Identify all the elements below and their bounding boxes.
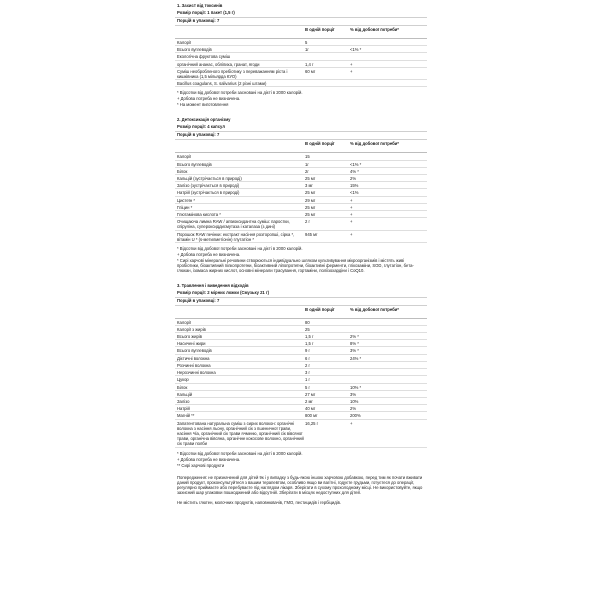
nutrient-amount: 25	[305, 326, 310, 332]
table-row	[175, 398, 427, 405]
supplement-facts-document	[175, 3, 427, 506]
table-row	[175, 340, 427, 347]
section-title: 2. Детоксикація організму	[177, 117, 231, 123]
serving-size: Розмір порції: 4 капсул	[175, 124, 427, 132]
nutrient-dv: 2%	[350, 406, 357, 412]
nutrient-amount: 25 мг	[305, 204, 316, 210]
table-row	[175, 319, 427, 326]
table-header	[175, 26, 427, 39]
nutrient-amount: 25 мг	[305, 176, 316, 182]
nutrient-amount: 1 г	[305, 377, 311, 383]
footnote: + Добова потреба не визначена.	[177, 456, 241, 462]
nutrient-dv: 10%	[350, 398, 359, 404]
col-amount: В одній порції	[305, 306, 335, 312]
serving-size: Розмір порції: 1 пакет (1,5 г)	[175, 10, 427, 18]
nutrient-name: Глютамінова кислота *	[177, 212, 221, 218]
nutrient-name: Порошок RAW печінки: екстракт насіння розторопші, сірка *, вітамін U * (s-метилметіонін) глутатіон *	[177, 231, 295, 242]
table-header	[175, 306, 427, 319]
nutrient-name: Білок	[177, 384, 188, 390]
nutrient-amount: 6 г	[305, 355, 311, 361]
section-detox	[175, 117, 427, 273]
nutrient-name: Гліцин *	[177, 204, 193, 210]
warning-text: Попередження: не призначений для дітей 9к і у випадку з будь-якою іншою харчовою добавкою, перед тим як почати вживати даний продукт, проконсультуйтеся з вашим терапевтом, особливо якщо ви вагітні, годуєте грудьми, готуєтеся до операції, регулярно приймаєте або перебуваєте під наглядом лікаря. Зберігати в сухому прохолодному місці. Не використовуйте, якщо захисний шар упаковки пошкоджений або відсутній. Зберігати в місцях недоступних для дітей.	[177, 474, 423, 496]
nutrient-amount: 2 г	[305, 362, 311, 368]
nutrient-dv: +	[350, 212, 353, 218]
nutrient-dv: +	[350, 68, 353, 74]
table-row	[175, 197, 427, 204]
servings-per-pack: Порцій в упаковці: 7	[175, 18, 427, 26]
nutrient-dv: +	[350, 231, 353, 237]
nutrient-amount: 945 мг	[305, 231, 318, 237]
table-row	[175, 189, 427, 196]
table-row	[175, 355, 427, 362]
table-row	[175, 175, 427, 182]
nutrient-name: Всього жирів	[177, 334, 202, 340]
table-row	[175, 231, 427, 243]
table-row	[175, 369, 427, 376]
table-row	[175, 347, 427, 354]
table-row	[175, 326, 427, 333]
nutrient-amount: 2 мг	[305, 398, 313, 404]
table-row	[175, 211, 427, 218]
table-row	[175, 405, 427, 412]
table-row	[175, 384, 427, 391]
nutrient-amount: 3 г	[305, 370, 311, 376]
nutrient-amount: 16,25 г	[305, 420, 319, 426]
nutrient-dv: <1% *	[350, 47, 362, 53]
nutrient-dv: 2% *	[350, 334, 359, 340]
nutrient-dv: +	[350, 61, 353, 67]
nutrient-amount: 3 мг	[305, 183, 313, 189]
nutrient-amount: 1г	[305, 47, 309, 53]
table-row	[175, 53, 427, 60]
nutrient-name: Екологічна фруктова суміш	[177, 54, 231, 60]
table-header	[175, 140, 427, 153]
nutrient-amount: 1,4 г	[305, 61, 314, 67]
nutrient-name: Натрій	[177, 406, 190, 412]
table-row	[175, 362, 427, 369]
table-row	[175, 412, 427, 419]
nutrient-amount: 5	[305, 40, 308, 45]
nutrient-name: Калорії	[177, 154, 192, 160]
nutrient-name: Калорії	[177, 319, 192, 325]
table-row	[175, 61, 427, 68]
nutrient-amount: 5 г	[305, 384, 311, 390]
nutrient-dv: 2%	[350, 176, 357, 182]
nutrient-amount: 1,5 г	[305, 341, 314, 347]
footnote: * Відсотки від добової потреби засновані на дієті в 2000 калорій.	[177, 246, 303, 252]
col-amount: В одній порції	[305, 141, 335, 147]
footnote: * На момент виготовлення	[177, 102, 229, 108]
footnote: * Сирі харчові мінеральні речовини створюються індивідуально шляхом культивування мікроорганізмів і містять живі пробіотики, біоактивний пілкопротеїни, біоактивний ліпопротеїни, біоактивні ферменти, глікозаміни, SOD, глутатіон, бета-глюкан, ізомаса жирних кислот, основні мінерали трасування, гортаміни, поліізохардіни і CoQ10.	[177, 258, 414, 274]
nutrient-amount: 25 мг	[305, 190, 316, 196]
nutrient-name: Запатентована натуральна суміш з сирих волокон: органічні волокна з насіння льону, органічний сік з пшеничної трави, насіння Чіа, органічний сік трави ячменю, органічний сік вівсяної трави, органічна вівсяна, органічне кокосове волокно, органічний сік трави полби	[177, 420, 304, 447]
nutrient-dv: 10% *	[350, 384, 362, 390]
nutrient-name: Магній **	[177, 413, 195, 419]
nutrient-name: Натрій (зустрічається в природі)	[177, 190, 240, 196]
table-row	[175, 420, 427, 448]
table-row	[175, 161, 427, 168]
nutrient-amount: 800 мг	[305, 413, 318, 419]
nutrient-dv: 200%	[350, 413, 361, 419]
table-row	[175, 204, 427, 211]
servings-per-pack: Порцій в упаковці: 7	[175, 132, 427, 140]
nutrient-name: Цистеїн *	[177, 197, 195, 203]
nutrient-dv: +	[350, 219, 353, 225]
nutrient-amount: 1г	[305, 161, 309, 167]
nutrient-dv: 3%	[350, 391, 357, 397]
nutrient-name: органічний ананас, обліпиха, гранат, ягоди	[177, 61, 260, 67]
table-row	[175, 333, 427, 340]
nutrient-name: Розчинні волокна	[177, 362, 211, 368]
nutrient-amount: 2г	[305, 168, 309, 174]
footnote: * Відсотки від добової потреби засновані на дієті в 2000 калорій.	[177, 90, 303, 96]
nutrient-dv: +	[350, 197, 353, 203]
nutrient-name: Калорії	[177, 40, 192, 45]
nutrient-name: Всього вуглеводів	[177, 161, 212, 167]
nutrient-amount: 25 мг	[305, 212, 316, 218]
nutrient-amount: 40 мг	[305, 406, 316, 412]
col-amount: В одній порції	[305, 27, 335, 32]
nutrient-name: Білок	[177, 168, 188, 174]
nutrient-name: Цукор	[177, 377, 189, 383]
nutrient-name: Залізо	[177, 398, 190, 404]
nutrient-name: Кальцій (зустрічається в природі)	[177, 176, 242, 182]
table-row	[175, 153, 427, 160]
nutrient-name: Очищаюча лимна RAW / antиоксидантна суміш: паростки, спіруліна, супероксиддисмутаза і каталаза (з дині)	[177, 219, 290, 230]
col-dv: % від добової потреби*	[350, 306, 399, 312]
section-title: 1. Захист від токсинів	[177, 3, 223, 8]
table-row	[175, 68, 427, 80]
table-row	[175, 391, 427, 398]
nutrient-dv: 8% *	[350, 341, 359, 347]
table-row	[175, 39, 427, 46]
nutrient-name: Всього вуглеводів	[177, 47, 212, 53]
nutrient-dv: 3% *	[350, 348, 359, 354]
table-row	[175, 182, 427, 189]
table-row	[175, 168, 427, 175]
nutrient-name: Суміш необробленого пребіотику з переважанням ріста і кишківника (1,5 мільярда КУО)	[177, 68, 288, 80]
nutrient-dv: +	[350, 420, 353, 426]
free-from-text: Не містить глютен, молочних продуктів, наповнювачів, ГМО, пестицидів і гербіцидів.	[177, 500, 341, 506]
footnote: * Відсотки від добової потреби засновані на дієті в 2000 калорій.	[177, 450, 303, 456]
nutrient-amount: 27 мг	[305, 391, 316, 397]
footnote: ** Сирі харчові продукти	[177, 462, 225, 468]
nutrient-amount: 2 г	[305, 219, 311, 225]
servings-per-pack: Порцій в упаковці: 7	[175, 298, 427, 306]
nutrient-dv: 4% *	[350, 168, 359, 174]
nutrient-name: Залізо (зустрічається в природі)	[177, 183, 240, 189]
nutrient-amount: 1,5 г	[305, 334, 314, 340]
table-row	[175, 80, 427, 87]
nutrient-name: Bacillus coagulans, S. salivarius (2 різні штами)	[177, 81, 267, 87]
nutrient-amount: 9 г	[305, 348, 311, 354]
table-row	[175, 376, 427, 383]
nutrient-dv: 24% *	[350, 355, 362, 361]
nutrient-dv: 15%	[350, 183, 359, 189]
nutrient-amount: 15	[305, 154, 310, 160]
nutrient-name: Кальцій	[177, 391, 193, 397]
table-row	[175, 46, 427, 53]
col-dv: % від добової потреби*	[350, 141, 399, 147]
section-digestion	[175, 283, 427, 469]
nutrient-amount: 29 мг	[305, 197, 316, 203]
nutrient-dv: +	[350, 204, 353, 210]
nutrient-dv: <1% *	[350, 161, 362, 167]
nutrient-name: Дієтичні волокна	[177, 355, 210, 361]
nutrient-name: Всього вуглеводів	[177, 348, 212, 354]
footnote: + Добова потреба не визначена.	[177, 96, 241, 102]
section-title: 3. Травлення і виведення відходів	[177, 282, 249, 288]
nutrient-amount: 60 мг	[305, 68, 316, 74]
nutrient-dv: <1%	[350, 190, 359, 196]
footnote: + Добова потреба не визначена.	[177, 252, 241, 258]
nutrient-name: Нерозчинні волокна	[177, 370, 216, 376]
col-dv: % від добової потреби*	[350, 27, 399, 32]
nutrient-amount: 80	[305, 319, 310, 325]
section-toxin-protection	[175, 3, 427, 108]
nutrient-name: Калорії з жирів	[177, 326, 206, 332]
serving-size: Розмір порції: 2 мірних ложки (Смузьку 21 г)	[175, 290, 427, 298]
nutrient-name: Насичені жири	[177, 341, 206, 347]
table-row	[175, 218, 427, 230]
